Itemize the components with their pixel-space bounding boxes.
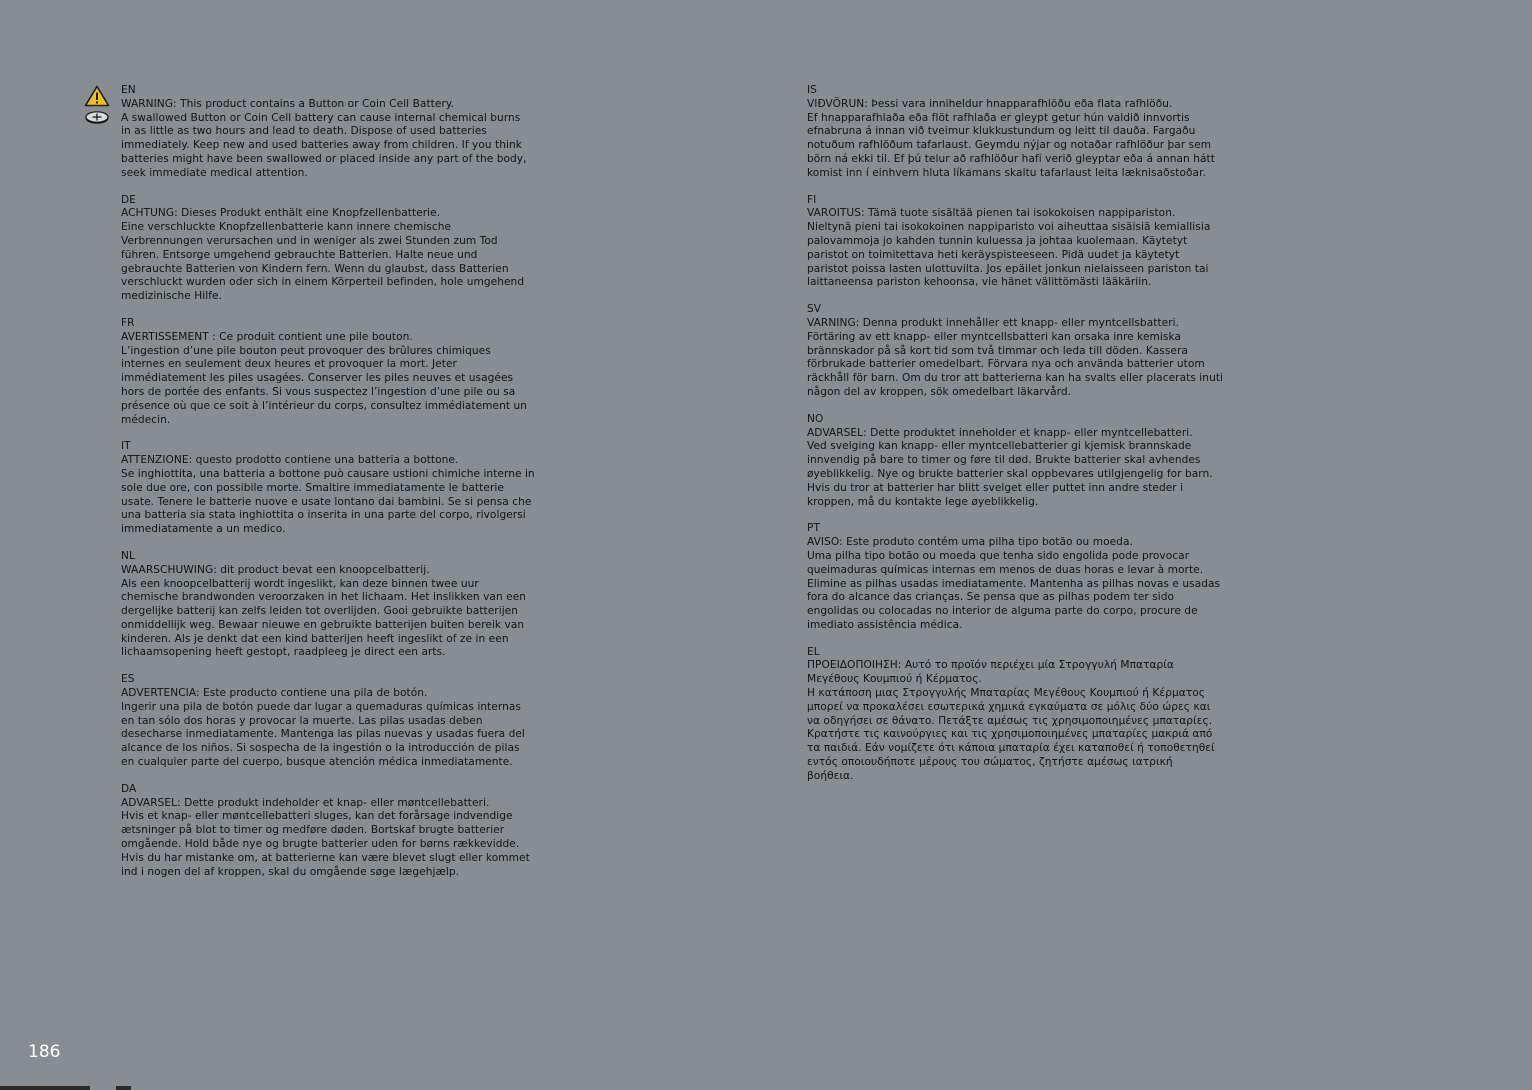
warning-block-fr: [121, 317, 591, 427]
footer-bar: [0, 1086, 90, 1090]
warning-text-line: Κρατήστε τις καινούργιες και τις χρησιμοποιημένες μπαταρίες μακριά από: [807, 728, 1213, 741]
warning-text-line: notuðum rafhlöðum tafarlaust. Geymdu nýjar og notaðar rafhlöður þar sem: [807, 139, 1212, 152]
warning-text-line: in as little as two hours and lead to death. Dispose of used batteries: [121, 125, 487, 138]
warning-text-line: desecharse inmediatamente. Mantenga las pilas nuevas y usadas fuera del: [121, 728, 525, 741]
warning-text-line: queimaduras químicas internas em menos de duas horas e levar à morte.: [807, 563, 1204, 576]
warning-heading-line: AVERTISSEMENT : Ce produit contient une pile bouton.: [121, 330, 413, 343]
warning-text-line: kroppen, må du kontakte lege øyeblikkelig.: [807, 495, 1039, 508]
warning-text-line: imediato assistência médica.: [807, 618, 963, 631]
warning-text-line: paristot on toimitettava heti keräyspisteeseen. Pidä uudet ja käytetyt: [807, 248, 1180, 261]
warning-text-line: paristot poissa lasten ulottuvilta. Jos epäilet jonkun nielaisseen pariston tai: [807, 262, 1209, 275]
warning-heading-line: VIÐVÖRUN: Þessi vara inniheldur hnapparafhlöðu eða flata rafhlöðu.: [807, 97, 1173, 110]
warning-heading-line: ACHTUNG: Dieses Produkt enthält eine Knopfzellenbatterie.: [121, 207, 441, 220]
warning-block-es: [121, 673, 591, 770]
warning-text-line: Hvis du tror at batterier har blitt svelget eller puttet inn andre steder i: [807, 481, 1184, 494]
warning-text-line: onmiddellijk weg. Bewaar nieuwe en gebruikte batterijen buiten bereik van: [121, 618, 525, 631]
language-code: IS: [807, 84, 817, 96]
warning-text-line: lichaamsopening heeft gestopt, raadpleeg je direct een arts.: [121, 646, 446, 659]
warning-text-line: internes en seulement deux heures et provoquer la mort. Jeter: [121, 358, 457, 371]
language-code: ES: [121, 673, 135, 686]
warning-text-line: να οδηγήσει σε θάνατο. Πετάξτε αμέσως τις χρησιμοποιημένες μπαταρίες.: [807, 714, 1213, 727]
warning-text-line: Ingerir una pila de botón puede dar lugar a quemaduras químicas internas: [121, 700, 521, 713]
warning-text-line: médecin.: [121, 413, 171, 426]
warning-text-line: en cualquier parte del cuerpo, busque atención médica inmediatamente.: [121, 756, 513, 769]
warning-text-line: Uma pilha tipo botão ou moeda que tenha sido engolida pode provocar: [807, 549, 1190, 562]
warning-block-pt: [807, 522, 1277, 632]
warning-text-line: Ved svelging kan knapp- eller myntcellebatterier gi kjemisk brannskade: [807, 440, 1192, 453]
warning-text-line: usate. Tenere le batterie nuove e usate lontano dai bambini. Se si pensa che: [121, 495, 532, 508]
warning-text-line: Nieltynä pieni tai isokokoinen nappiparisto voi aiheuttaa sisäisiä kemiallisia: [807, 221, 1211, 234]
warning-heading-line: ADVARSEL: Dette produkt indeholder et knap- eller møntcellebatteri.: [121, 796, 490, 809]
warning-text-line: ind i nogen del af kroppen, skal du omgående søge lægehjælp.: [121, 865, 460, 878]
warning-text-line: τα παιδιά. Εάν νομίζετε ότι κάποια μπαταρία έχει καταποθεί ή τοποθετηθεί: [807, 742, 1215, 755]
warning-text-line: dergelijke batterij kan zelfs leiden tot overlijden. Gooi gebruikte batterijen: [121, 605, 519, 618]
warning-heading-line: WAARSCHUWING: dit product bevat een knoopcelbatterij.: [121, 563, 430, 576]
warning-block-no: [807, 413, 1277, 510]
warning-text-line: sole due ore, con possibile morte. Smaltire immediatamente le batterie: [121, 481, 504, 494]
warning-text-line: börn ná ekki til. Ef þú telur að rafhlöður hafi verið gleyptar eða á annan hátt: [807, 152, 1215, 165]
warning-text-line: Hvis du har mistanke om, at batterierne kan være blevet slugt eller kommet: [121, 851, 530, 864]
warning-block-fi: [807, 194, 1277, 291]
page-number: 186: [28, 1042, 61, 1062]
right-column: [807, 84, 1277, 797]
warning-block-en: [121, 84, 591, 181]
warning-text-line: fora do alcance das crianças. Se pensa que as pilhas podem ter sido: [807, 591, 1175, 604]
warning-text-line: kinderen. Als je denkt dat een kind batterijen heeft ingeslikt of ze in een: [121, 632, 509, 645]
warning-heading-line: ΠΡΟΕΙΔΟΠΟΙΗΣΗ: Αυτό το προϊόν περιέχει μία Στρογγυλή Μπαταρία: [807, 659, 1174, 672]
warning-heading-line: VAROITUS: Tämä tuote sisältää pienen tai isokokoisen nappipariston.: [807, 207, 1176, 220]
warning-text-line: führen. Entsorge umgehend gebrauchte Batterien. Halte neue und: [121, 248, 478, 261]
warning-block-it: [121, 440, 591, 537]
warning-block-sv: [807, 303, 1277, 400]
warning-text-line: en tan sólo dos horas y provocar la muerte. Las pilas usadas deben: [121, 714, 483, 727]
warning-text-line: chemische brandwonden veroorzaken in het lichaam. Het inslikken van een: [121, 591, 527, 604]
language-code: DE: [121, 193, 136, 206]
language-code: EL: [807, 645, 820, 658]
warning-text-line: Se inghiottita, una batteria a bottone può causare ustioni chimiche interne in: [121, 467, 535, 480]
warning-text-line: øyeblikkelig. Nye og brukte batterier skal oppbevares utilgjengelig for barn.: [807, 467, 1213, 480]
warning-text-line: Η κατάποση μιας Στρογγυλής Μπαταρίας Μεγέθους Κουμπιού ή Κέρματος: [807, 687, 1206, 700]
language-code: FI: [807, 193, 817, 206]
language-code: IT: [121, 440, 131, 453]
warning-text-line: L’ingestion d’une pile bouton peut provoquer des brûlures chimiques: [121, 344, 491, 357]
warning-text-line: una batteria sia stata inghiottita o inserita in una parte del corpo, rivolgersi: [121, 509, 526, 522]
warning-text-line: någon del av kroppen, sök omedelbart läkarvård.: [807, 385, 1072, 398]
warning-block-is: [807, 84, 1277, 181]
warning-text-line: medizinische Hilfe.: [121, 290, 223, 303]
warning-text-line: räckhåll för barn. Om du tror att batterierna kan ha svalts eller placerats inuti: [807, 372, 1224, 385]
language-code: SV: [807, 303, 822, 316]
left-column: [121, 84, 591, 892]
warning-text-line: Elimine as pilhas usadas imediatamente. Mantenha as pilhas novas e usadas: [807, 577, 1221, 590]
warning-text-line: immediately. Keep new and used batteries away from children. If you think: [121, 139, 522, 152]
warning-block-de: [121, 194, 591, 304]
warning-heading-line: AVISO: Este produto contém uma pilha tipo botão ou moeda.: [807, 536, 1133, 549]
warning-heading-line: WARNING: This product contains a Button or Coin Cell Battery.: [121, 97, 455, 110]
language-code: NL: [121, 549, 135, 562]
warning-text-line: immediatamente a un medico.: [121, 523, 286, 536]
warning-text-line: Eine verschluckte Knopfzellenbatterie kann innere chemische: [121, 221, 452, 234]
warning-text-line: engolidas ou colocadas no interior de alguma parte do corpo, procure de: [807, 605, 1198, 618]
warning-text-line: A swallowed Button or Coin Cell battery can cause internal chemical burns: [121, 111, 521, 124]
warning-text-line: βοήθεια.: [807, 769, 854, 782]
warning-text-line: batteries might have been swallowed or placed inside any part of the body,: [121, 152, 527, 165]
warning-text-line: komist inn í einhvern hluta líkamans skaltu tafarlaust leita læknisaðstoðar.: [807, 166, 1206, 179]
warning-heading-line: VARNING: Denna produkt innehåller ett knapp- eller myntcellsbatteri.: [807, 316, 1180, 329]
warning-heading-line: ADVARSEL: Dette produktet inneholder et knapp- eller myntcellebatteri.: [807, 426, 1193, 439]
footer-tick: [116, 1086, 131, 1090]
warning-text-line: gebrauchte Batterien von Kindern fern. Wenn du glaubst, dass Batterien: [121, 262, 509, 275]
warning-text-line: immédiatement les piles usagées. Conserver les piles neuves et usagées: [121, 372, 514, 385]
language-code: FR: [121, 316, 135, 329]
warning-text-line: présence où que ce soit à l’intérieur du corps, consultez immédiatement un: [121, 399, 528, 412]
warning-text-line: Als een knoopcelbatterij wordt ingeslikt, kan deze binnen twee uur: [121, 577, 479, 590]
warning-text-line: Μεγέθους Κουμπιού ή Κέρματος.: [807, 673, 982, 686]
warning-text-line: hors de portée des enfants. Si vous suspectez l’ingestion d’une pile ou sa: [121, 385, 516, 398]
warning-heading-line: ATTENZIONE: questo prodotto contiene una batteria a bottone.: [121, 454, 459, 467]
warning-text-line: laittaneensa pariston kehoonsa, vie hänet välittömästi lääkäriin.: [807, 276, 1152, 289]
warning-text-line: εντός οποιουδήποτε μέρους του σώματος, ζητήστε αμέσως ιατρική: [807, 756, 1173, 769]
warning-text-line: efnabruna á innan við tveimur klukkustundum og leitt til dauða. Fargaðu: [807, 125, 1196, 138]
warning-text-line: brännskador på så kort tid som två timmar och leda till döden. Kassera: [807, 344, 1188, 357]
warning-text-line: Förtäring av ett knapp- eller myntcellsbatteri kan orsaka inre kemiska: [807, 330, 1182, 343]
warning-block-da: [121, 783, 591, 880]
warning-icons: [84, 85, 110, 125]
language-code: EN: [121, 84, 136, 96]
language-code: DA: [121, 782, 137, 795]
warning-text-line: Verbrennungen verursachen und in weniger als zwei Stunden zum Tod: [121, 234, 498, 247]
warning-text-line: seek immediate medical attention.: [121, 166, 308, 179]
warning-text-line: alcance de los niños. Si sospecha de la ingestión o la introducción de pilas: [121, 742, 520, 755]
warning-block-nl: [121, 550, 591, 660]
language-code: PT: [807, 522, 820, 535]
warning-text-line: omgående. Hold både nye og brugte batterier uden for børns rækkevidde.: [121, 838, 520, 851]
warning-text-line: Hvis et knap- eller møntcellebatteri sluges, kan det forårsage indvendige: [121, 810, 513, 823]
warning-text-line: förbrukade batterier omedelbart. Förvara nya och använda batterier utom: [807, 358, 1205, 371]
warning-text-line: innvendig på bare to timer og føre til død. Brukte batterier skal avhendes: [807, 454, 1201, 467]
warning-heading-line: ADVERTENCIA: Este producto contiene una pila de botón.: [121, 687, 428, 700]
coin-cell-battery-icon: [84, 111, 110, 125]
warning-triangle-icon: [84, 85, 110, 107]
warning-text-line: μπορεί να προκαλέσει εσωτερικά χημικά εγκαύματα σε μόλις δύο ώρες και: [807, 700, 1211, 713]
warning-text-line: ætsninger på blot to timer og medføre døden. Bortskaf brugte batterier: [121, 824, 505, 837]
warning-block-el: [807, 646, 1277, 784]
warning-text-line: Ef hnapparafhlaða eða flöt rafhlaða er gleypt getur hún valdið innvortis: [807, 111, 1190, 124]
warning-text-line: verschluckt wurden oder sich in einem Körperteil befinden, hole umgehend: [121, 276, 525, 289]
language-code: NO: [807, 412, 824, 425]
warning-text-line: palovammoja jo kahden tunnin kuluessa ja johtaa kuolemaan. Käytetyt: [807, 234, 1188, 247]
